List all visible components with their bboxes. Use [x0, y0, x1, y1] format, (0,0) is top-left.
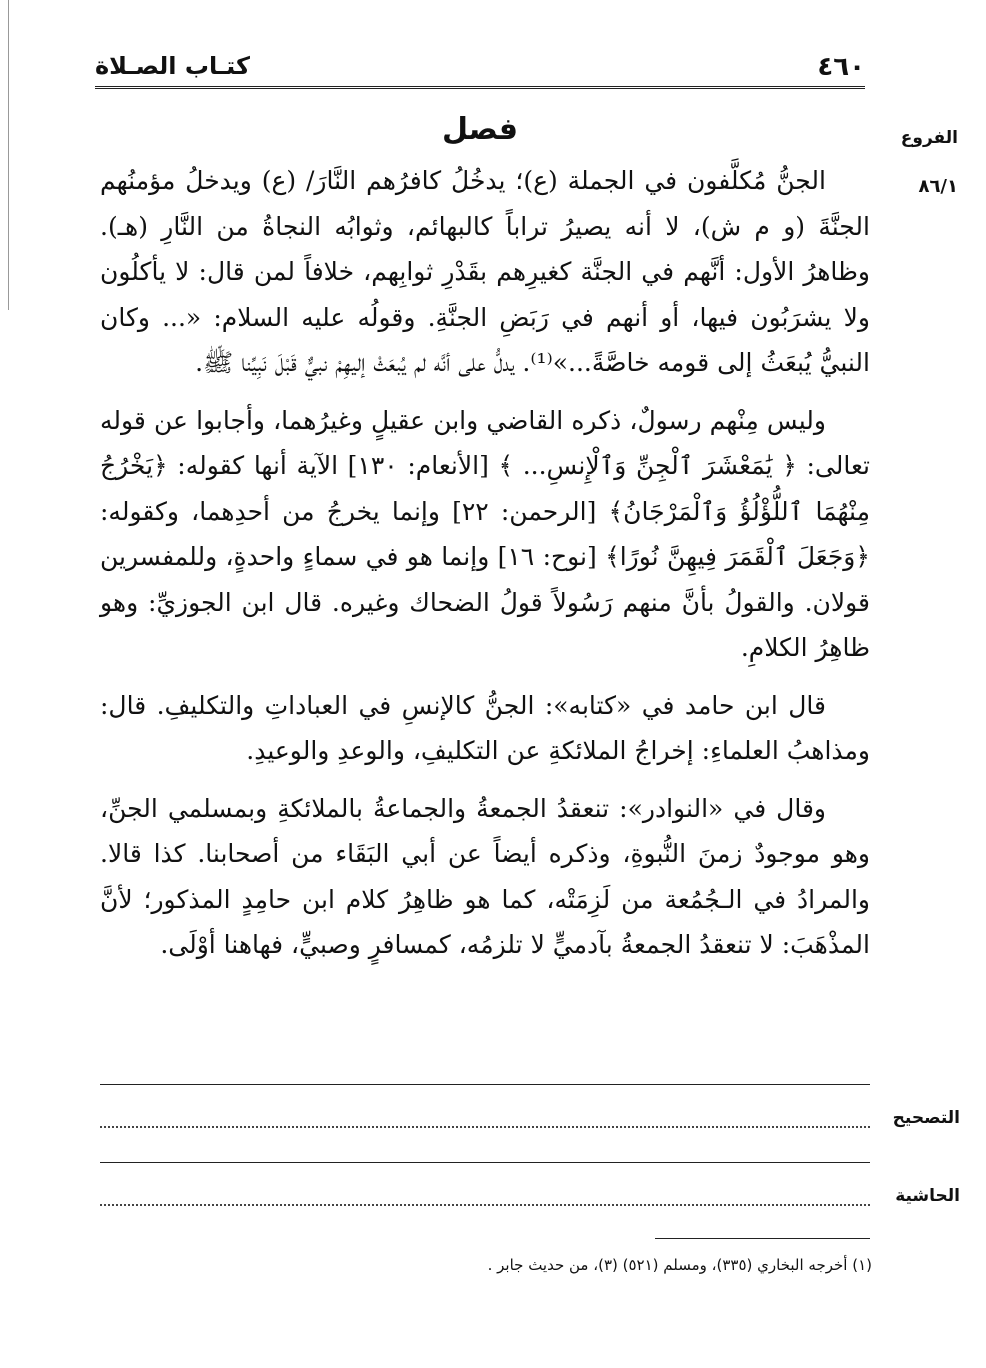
- margin-label: الفروع: [900, 128, 958, 148]
- page-number: ٤٦٠: [817, 52, 865, 82]
- paragraph-2: وليس مِنْهم رسولٌ، ذكره القاضي وابن عقيلٍ وغيرُهما، وأجابوا عن قوله تعالى: ﴿ يَٰمَعْشَرَ ٱلْجِنِّ وَٱلْإِنسِ... ﴾ [الأنعام: ١٣٠] الآية أنها كقوله: ﴿يَخْرُجُ مِنْهُمَا ٱللُّؤْلُؤُ وَٱلْمَرْجَانُ﴾ [الرحمن: ٢٢] وإنما يخرجُ من أحدِهما، وكقوله: ﴿وَجَعَلَ ٱلْقَمَرَ فِيهِنَّ نُورًا﴾ [نوح: ١٦] وإنما هو في سماءٍ واحدةٍ، وللمفسرين قولان. والقولُ بأنَّ منهم رَسُولاً قولُ الضحاك وغيره. قال ابن الجوزيِّ: وهو ظاهِرُ الكلامِ.: [100, 405, 870, 662]
- header-divider: [95, 86, 865, 89]
- paragraph-4: وقال في «النوادر»: تنعقدُ الجمعةُ والجماعةُ بالملائكةِ وبمسلمي الجنِّ، وهو موجودٌ زمنَ النُّبوةِ، وذكره أيضاً عن أبي البَقَاء من أصحابنا. كذا قالا. والمرادُ في الـجُمُعة من لَزِمَتْه، كما هو ظاهِرُ كلام ابن حامِدٍ المذكور؛ لأنَّ المذْهَبَ: لا تنعقدُ الجمعةُ بآدميٍّ لا تلزمُه، كمسافرٍ وصبيٍّ، فهاهنا أوْلَى.: [100, 793, 870, 959]
- section-title: فصل: [442, 112, 518, 147]
- paragraph-1: الجنُّ مُكلَّفون في الجملة (ع)؛ يدخُلُ كافرُهم النَّارَ/ (ع) ويدخلُ مؤمنُهم الجنَّةَ (و م ش)، لا أنه يصيرُ تراباً كالبهائم، وثوابُه النجاةُ من النَّارِ (هـ). وظاهرُ الأول: أنَّهم في الجنَّة كغيرِهم بقَدْرِ ثوابِهم، خلافاً لمن قال: لا يأكلُون ولا يشرَبُون فيها، أو أنهم في رَبَضِ الجنَّةِ. وقولُه عليه السلام: «... وكان النبيُّ يُبعَثُ إلى قومه خاصَّةً...»⁽¹⁾. يدلُّ على أنَّه لم يُبعَثْ إليهِمْ نبيٌّ قَبْلَ نَبِيِّنا ﷺ.: [100, 166, 870, 377]
- correction-rule: [100, 1084, 870, 1085]
- binding-rule: [8, 0, 9, 310]
- footnote-divider: [655, 1238, 870, 1239]
- annotation-rule: [100, 1162, 870, 1163]
- correction-field[interactable]: [100, 1126, 870, 1128]
- annotation-section: [100, 1158, 960, 1218]
- page-header: [95, 44, 865, 90]
- paragraph-3: قال ابن حامد في «كتابه»: الجنُّ كالإنسِ في العباداتِ والتكليفِ. قال: ومذاهبُ العلماءِ: إخراجُ الملائكةِ عن التكليفِ، والوعدِ والوعيدِ.: [100, 690, 870, 765]
- correction-section: [100, 1080, 960, 1140]
- footnote: (١) أخرجه البخاري (٣٣٥)، ومسلم (٥٢١) (٣)، من حديث جابر .: [487, 1256, 872, 1274]
- main-text: [100, 158, 870, 980]
- correction-label: التصحيح: [892, 1108, 960, 1128]
- running-title: كتـاب الصـلاة: [95, 52, 250, 80]
- annotation-field[interactable]: [100, 1204, 870, 1206]
- annotation-label: الحاشية: [895, 1186, 960, 1206]
- margin-reference: ٨٦/١: [918, 176, 958, 197]
